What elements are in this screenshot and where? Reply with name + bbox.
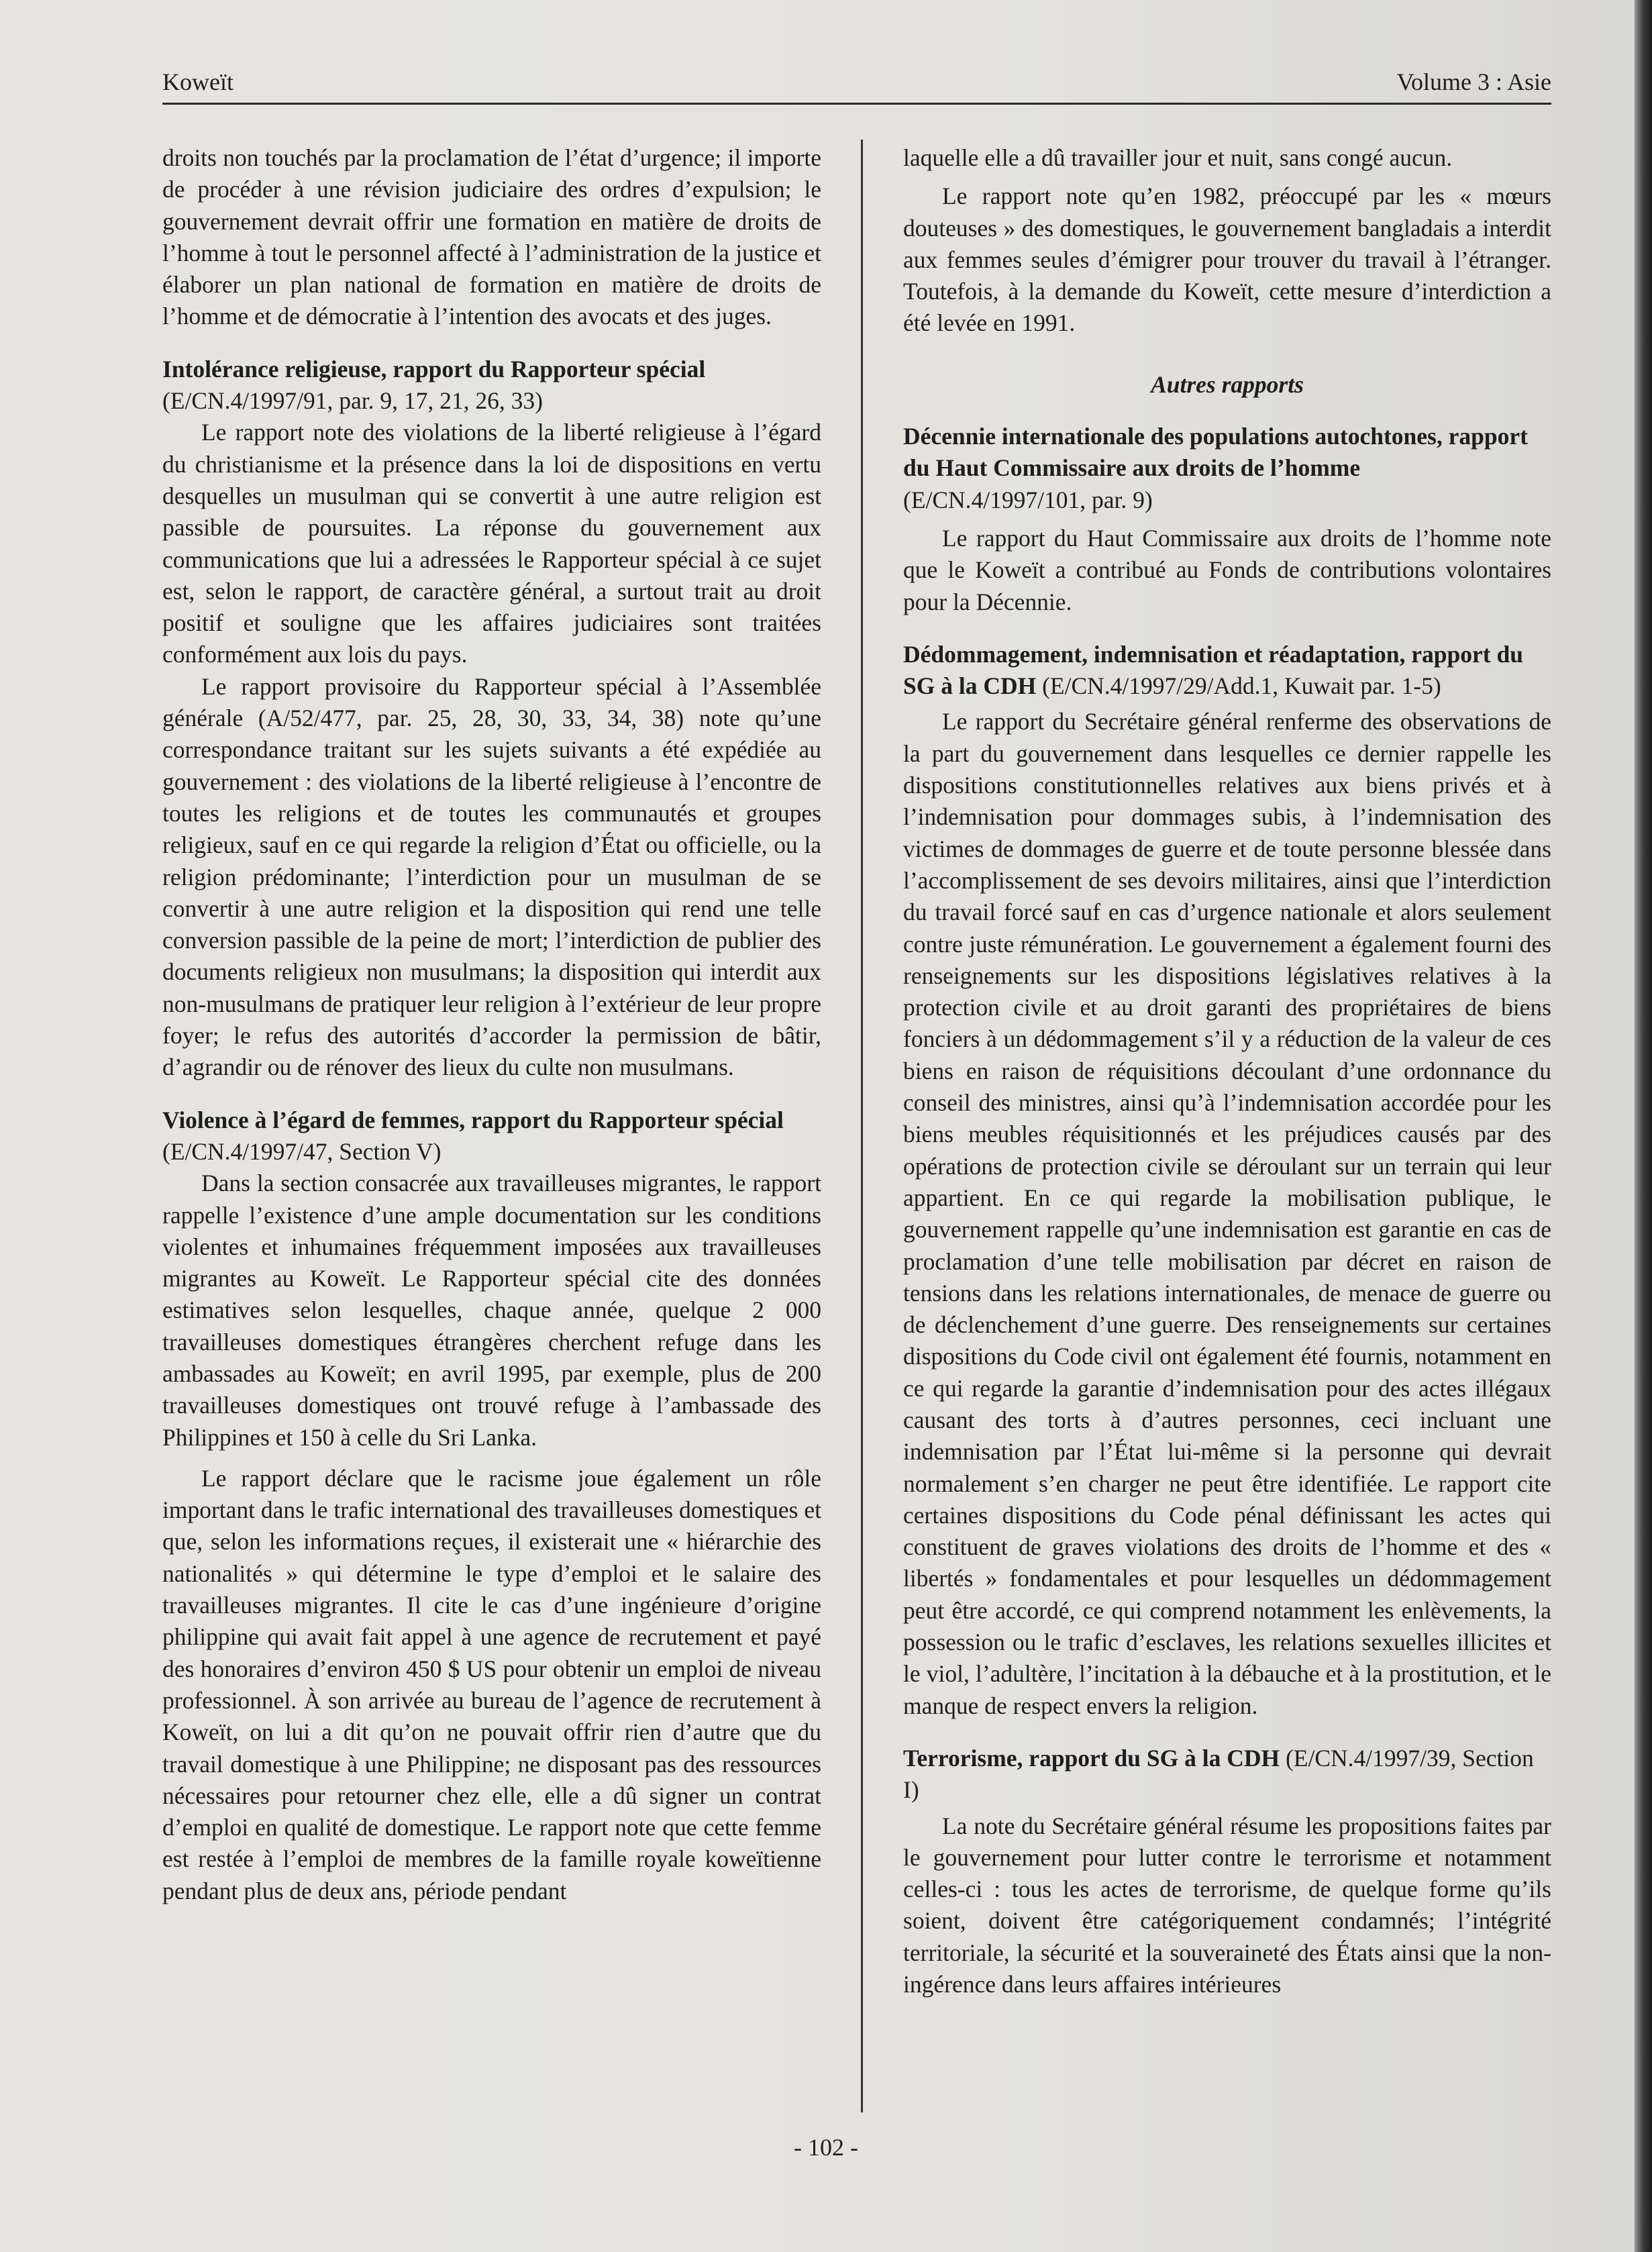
section-reference: (E/CN.4/1997/29/Add.1, Kuwait par. 1-5): [1042, 672, 1441, 700]
section-reference: (E/CN.4/1997/91, par. 9, 17, 21, 26, 33): [162, 387, 543, 415]
page-number: - 102 -: [794, 2134, 858, 2161]
page-edge-shadow: [1635, 0, 1652, 2252]
section-heading-indigenous-decade: [903, 421, 1551, 516]
section-heading-religious-intolerance: [162, 354, 821, 417]
section-reference: (E/CN.4/1997/47, Section V): [162, 1137, 442, 1165]
paragraph: Dans la section consacrée aux travailleuses migrantes, le rapport rappelle l’existence d’une ample documentation sur les conditions violentes et inhumaines fréquemment imposées aux travailleuses migrantes au Koweït. Le Rapporteur spécial cite des données estimatives selon lesquelles, chaque année, quelque 2 000 travailleuses domestiques étrangères cherchent refuge dans les ambassades au Koweït; en avril 1995, par exemple, plus de 200 travailleuses domestiques ont trouvé refuge à l’ambassade des Philippines et 150 à celle du Sri Lanka.: [162, 1170, 821, 1451]
paragraph: Le rapport note des violations de la liberté religieuse à l’égard du christianisme et la présence dans la loi de dispositions en vertu desquelles un musulman qui se convertit à une autre religion est passible de poursuites. La réponse du gouvernement aux communications que lui a adressées le Rapporteur spécial à ce sujet est, selon le rapport, de caractère général, a surtout trait au droit positif et souligne que les affaires judiciaires sont traitées conformément aux lois du pays.: [162, 419, 821, 668]
header-country: Koweït: [162, 68, 234, 95]
paragraph: droits non touchés par la proclamation de l’état d’urgence; il importe de procéder à une révision judiciaire des ordres d’expulsion; le gouvernement devrait offrir une formation en matière de droits de l’homme à tout le personnel affecté à l’administration de la justice et élaborer un plan national de formation en matière de droits de l’homme et de démocratie à l’intention des avocats et des juges.: [162, 144, 821, 330]
section-title: Terrorisme, rapport du SG à la CDH: [903, 1744, 1280, 1772]
header-divider: [162, 103, 1551, 105]
left-column: [162, 142, 821, 1907]
section-heading-compensation: [903, 639, 1551, 703]
paragraph: Le rapport du Secrétaire général renferme des observations de la part du gouvernement dans lesquelles ce dernier rappelle les dispositions constitutionnelles relatives aux biens privés et à l’indemnisation pour dommages subis, à l’indemnisation des victimes de dommages de guerre et de toute personne blessée dans l’accomplissement de ses devoirs militaires, ainsi que l’interdiction du travail forcé sauf en cas d’urgence nationale et alors seulement contre juste rémunération. Le gouvernement a également fourni des renseignements sur les dispositions législatives relatives à la protection civile et au droit garanti des propriétaires de biens fonciers à un dédommagement s’il y a réduction de la valeur de ces biens en raison de réquisitions découlant d’une ordonnance du conseil des ministres, ainsi qu’à l’indemnisation accordée pour les biens meubles réquisitionnés et les préjudices causés par des opérations de protection civile se déroulant sur un terrain qui leur appartient. En ce qui regarde la mobilisation publique, le gouvernement rappelle qu’une indemnisation est garantie en cas de proclamation d’une telle mobilisation par décret en raison de tensions dans les relations internationales, de menace de guerre ou de déclenchement d’une guerre. Des renseignements sur certaines dispositions du Code civil ont également été fournis, notamment en ce qui regarde la garantie d’indemnisation pour des actes illégaux causant des torts à d’autres personnes, ceci incluant une indemnisation par l’État lui-même si la personne qui devrait normalement s’en charger ne peut être identifiée. Le rapport cite certaines dispositions du Code pénal définissant les actes qui constituent de graves violations des droits de l’homme et des « libertés » fondamentales et pour lesquelles un dédommagement peut être accordé, ce qui comprend notamment les enlèvements, la possession ou le trafic d’esclaves, les relations sexuelles illicites et le viol, l’adultère, l’incitation à la débauche et à la prostitution, et le manque de respect envers la religion.: [903, 708, 1551, 1719]
paragraph: La note du Secrétaire général résume les propositions faites par le gouvernement pour lutter contre le terrorisme et notamment celles-ci : tous les actes de terrorisme, de quelque forme qu’ils soient, doivent être catégoriquement condamnés; l’intégrité territoriale, la sécurité et la souveraineté des États ainsi que la non-ingérence dans leurs affaires intérieures: [903, 1812, 1551, 1998]
header-volume: Volume 3 : Asie: [1396, 68, 1551, 95]
paragraph: laquelle elle a dû travailler jour et nuit, sans congé aucun.: [903, 144, 1453, 171]
paragraph: Le rapport provisoire du Rapporteur spécial à l’Assemblée générale (A/52/477, par. 25, 28, 30, 33, 34, 38) note qu’une correspondance traitant sur les sujets suivants a été expédiée au gouvernement : des violations de la liberté religieuse à l’encontre de toutes les religions et de toutes les communautés et groupes religieux, sauf en ce qui regarde la religion d’État ou officielle, ou la religion prédominante; l’interdiction pour un musulman de se convertir à une autre religion et la disposition qui rend une telle conversion passible de la peine de mort; l’interdiction de publier des documents religieux non musulmans; la disposition qui interdit aux non-musulmans de pratiquer leur religion à l’extérieur de leur propre foyer; le refus des autorités d’accorder la permission de bâtir, d’agrandir ou de rénover des lieux du culte non musulmans.: [162, 672, 821, 1081]
section-reference: (E/CN.4/1997/101, par. 9): [903, 486, 1153, 513]
section-reference: (E/CN.4/1997/39, Section I): [903, 1744, 1534, 1804]
section-title: Intolérance religieuse, rapport du Rapporteur spécial: [162, 355, 706, 382]
section-title: Décennie internationale des populations autochtones, rapport du Haut Commissaire aux droits de l’homme: [903, 423, 1528, 482]
section-heading-violence-women: [162, 1105, 821, 1168]
paragraph: Le rapport note qu’en 1982, préoccupé par les « mœurs douteuses » des domestiques, le gouvernement bangladais a interdit aux femmes seules d’émigrer pour trouver du travail à l’étranger. Toutefois, à la demande du Koweït, cette mesure d’interdiction a été levée en 1991.: [903, 183, 1551, 337]
section-title: Dédommagement, indemnisation et réadaptation, rapport du SG à la CDH: [903, 640, 1523, 700]
right-column: [903, 142, 1551, 2000]
running-header: [162, 66, 1551, 101]
paragraph: Le rapport du Haut Commissaire aux droits de l’homme note que le Koweït a contribué au Fonds de contributions volontaires pour la Décennie.: [903, 524, 1551, 615]
section-title: Violence à l’égard de femmes, rapport du Rapporteur spécial: [162, 1106, 784, 1133]
paragraph: Le rapport déclare que le racisme joue également un rôle important dans le trafic international des travailleuses domestiques et que, selon les informations reçues, il existerait une « hiérarchie des nationalités » qui détermine le type d’emploi et le salaire des travailleuses migrantes. Il cite le cas d’une ingénieure d’origine philippine qui avait fait appel à une agence de recrutement et payé des honoraires d’environ 450 $ US pour obtenir un emploi de niveau professionnel. À son arrivée au bureau de l’agence de recrutement à Koweït, on lui a dit qu’on ne pouvait offrir rien d’autre que du travail domestique à une Philippine; ne disposant pas des ressources nécessaires pour retourner chez elle, elle a dû signer un contrat d’emploi en qualité de domestique. Le rapport note que cette femme est restée à l’emploi de membres de la famille royale koweïtienne pendant plus de deux ans, période pendant: [162, 1464, 821, 1904]
column-divider: [861, 140, 863, 2112]
section-heading-terrorism: [903, 1743, 1551, 1806]
subheading-other-reports: Autres rapports: [1151, 370, 1304, 398]
